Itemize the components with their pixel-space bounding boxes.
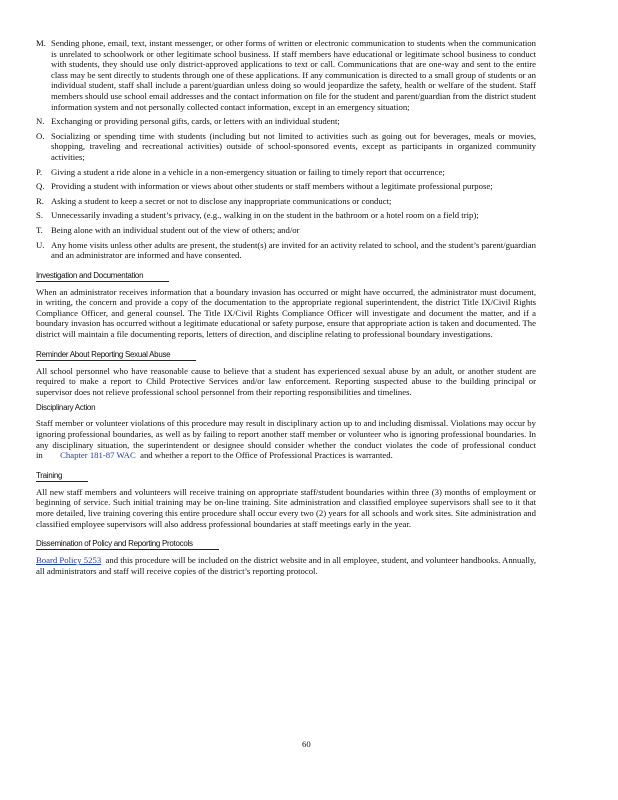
list-item [36, 225, 536, 236]
item-letter: N. [36, 116, 45, 127]
item-text: Unnecessarily invading a student’s privacy, (e.g., walking in on the student in the bathroom or a hotel room on a field trip); [51, 210, 479, 221]
list-item [36, 240, 536, 261]
item-letter: O. [36, 130, 45, 141]
item-text: Giving a student a ride alone in a vehicle in a non-emergency situation or failing to timely report that occurrence; [51, 166, 445, 177]
section-disciplinary [36, 403, 536, 460]
section-reminder [36, 344, 536, 398]
section-paragraph: All new staff members and volunteers will receive training on appropriate staff/student boundaries within three (3) months of employment or beginning of service. Such initial training may be on-line training. Site administration and classified employee supervisors shall see to it that more detailed, live training covering this entire procedure shall occur every two (2) years for all schools and work sites. Site administration and classified employee supervisors will also address professional boundaries at staff meetings early in the year. [36, 486, 536, 529]
section-paragraph: When an administrator receives information that a boundary invasion has occurred or might have occurred, the administrator must document, in writing, the concern and provide a copy of the documentation to the appropriate regional superintendent, the district Title IX/Civil Rights Compliance Officer, and general counsel. The Title IX/Civil Rights Compliance Officer will investigate and document the matter, and if a boundary invasion has occurred without a legitimate educational or safety purpose, ensure that appropriate action is taken and documented. The district will maintain a file documenting reports, letters of direction, and discipline relating to professional boundary investigations. [36, 286, 536, 340]
item-text: Asking a student to keep a secret or not to disclose any inappropriate communications or conduct; [51, 195, 392, 206]
item-text: Socializing or spending time with students (including but not limited to activities such as going out for beverages, meals or movies, shopping, traveling and recreational activities) outside of school-sponsored events, except as participants in organized community activities; [51, 130, 536, 162]
item-text: Any home visits unless other adults are present, the student(s) are invited for an activity related to school, and the student’s parent/guardian and an administrator are informed and have consented. [51, 239, 536, 261]
list-item [36, 131, 536, 163]
list-item [36, 38, 536, 112]
section-paragraph [36, 555, 536, 576]
wac-chapter-link[interactable]: Chapter 181-87 WAC [60, 450, 136, 461]
document-page [36, 38, 536, 580]
paragraph-text: and this procedure will be included on the district website and in all employee, student, and volunteer handbooks. Annually, all administrators and staff will receive copies of the district’s reporting protocol. [36, 555, 536, 576]
paragraph-text: Staff member or volunteer violations of this procedure may result in disciplinary action up to and including dismissal. Violations may occur by ignoring professional boundaries, as well as by failing to report another staff member or volunteer who is ignoring professional boundaries. In any disciplinary situation, the superintendent or designee should consider whether the conduct violates the code of professional conduct in [36, 418, 536, 461]
list-item [36, 116, 536, 127]
item-letter: P. [36, 166, 43, 177]
list-item [36, 167, 536, 178]
board-policy-link[interactable]: Board Policy 5253 [36, 555, 102, 566]
paragraph-text: and whether a report to the Office of Professional Practices is warranted. [140, 450, 393, 461]
item-text: Exchanging or providing personal gifts, cards, or letters with an individual student; [51, 116, 340, 127]
section-paragraph: All school personnel who have reasonable cause to believe that a student has experienced sexual abuse by an adult, or another student are required to make a report to Child Protective Services and/or law enforcement. Reporting suspected abuse to the building principal or supervisor does not relieve professional school personnel from their reporting responsibilities and timelines. [36, 365, 536, 397]
boundary-list [36, 38, 536, 261]
item-letter: U. [36, 239, 45, 250]
section-dissemination [36, 533, 536, 576]
section-heading: Training [36, 471, 88, 482]
item-letter: S. [36, 210, 44, 221]
section-heading: Reminder About Reporting Sexual Abuse [36, 350, 196, 361]
list-item [36, 196, 536, 207]
section-heading: Disciplinary Action [36, 403, 96, 413]
section-investigation [36, 265, 536, 340]
item-letter: T. [36, 224, 43, 235]
list-item [36, 210, 536, 221]
section-training [36, 465, 536, 529]
item-letter: Q. [36, 181, 45, 192]
item-text: Being alone with an individual student out of the view of others; and/or [51, 224, 300, 235]
section-heading: Investigation and Documentation [36, 271, 169, 282]
section-heading: Dissemination of Policy and Reporting Protocols [36, 539, 219, 550]
page-number: 60 [302, 739, 311, 749]
item-letter: M. [36, 38, 46, 48]
list-item [36, 181, 536, 192]
section-paragraph [36, 418, 536, 460]
item-text: Sending phone, email, text, instant messenger, or other forms of written or electronic communication to students when the communication is unrelated to schoolwork or other legitimate school business. If staff members have educational or legitimate school business to conduct with students, they should use only district-approved applications to text or call. Communications that are one-way and sent to the entire class may be sent directly to students through one of these applications. If any communication is directed to a small group of students or an individual student, staff shall include a parent/guardian unless doing so would jeopardize the safety, health or welfare of the student. Staff members should use school email addresses and the contact information on file for the student and parent/guardian from the district student information system and not personally collected contact information, except in an emergency situation; [51, 38, 536, 112]
item-text: Providing a student with information or views about other students or staff members without a legitimate professional purpose; [51, 181, 493, 192]
item-letter: R. [36, 195, 44, 206]
